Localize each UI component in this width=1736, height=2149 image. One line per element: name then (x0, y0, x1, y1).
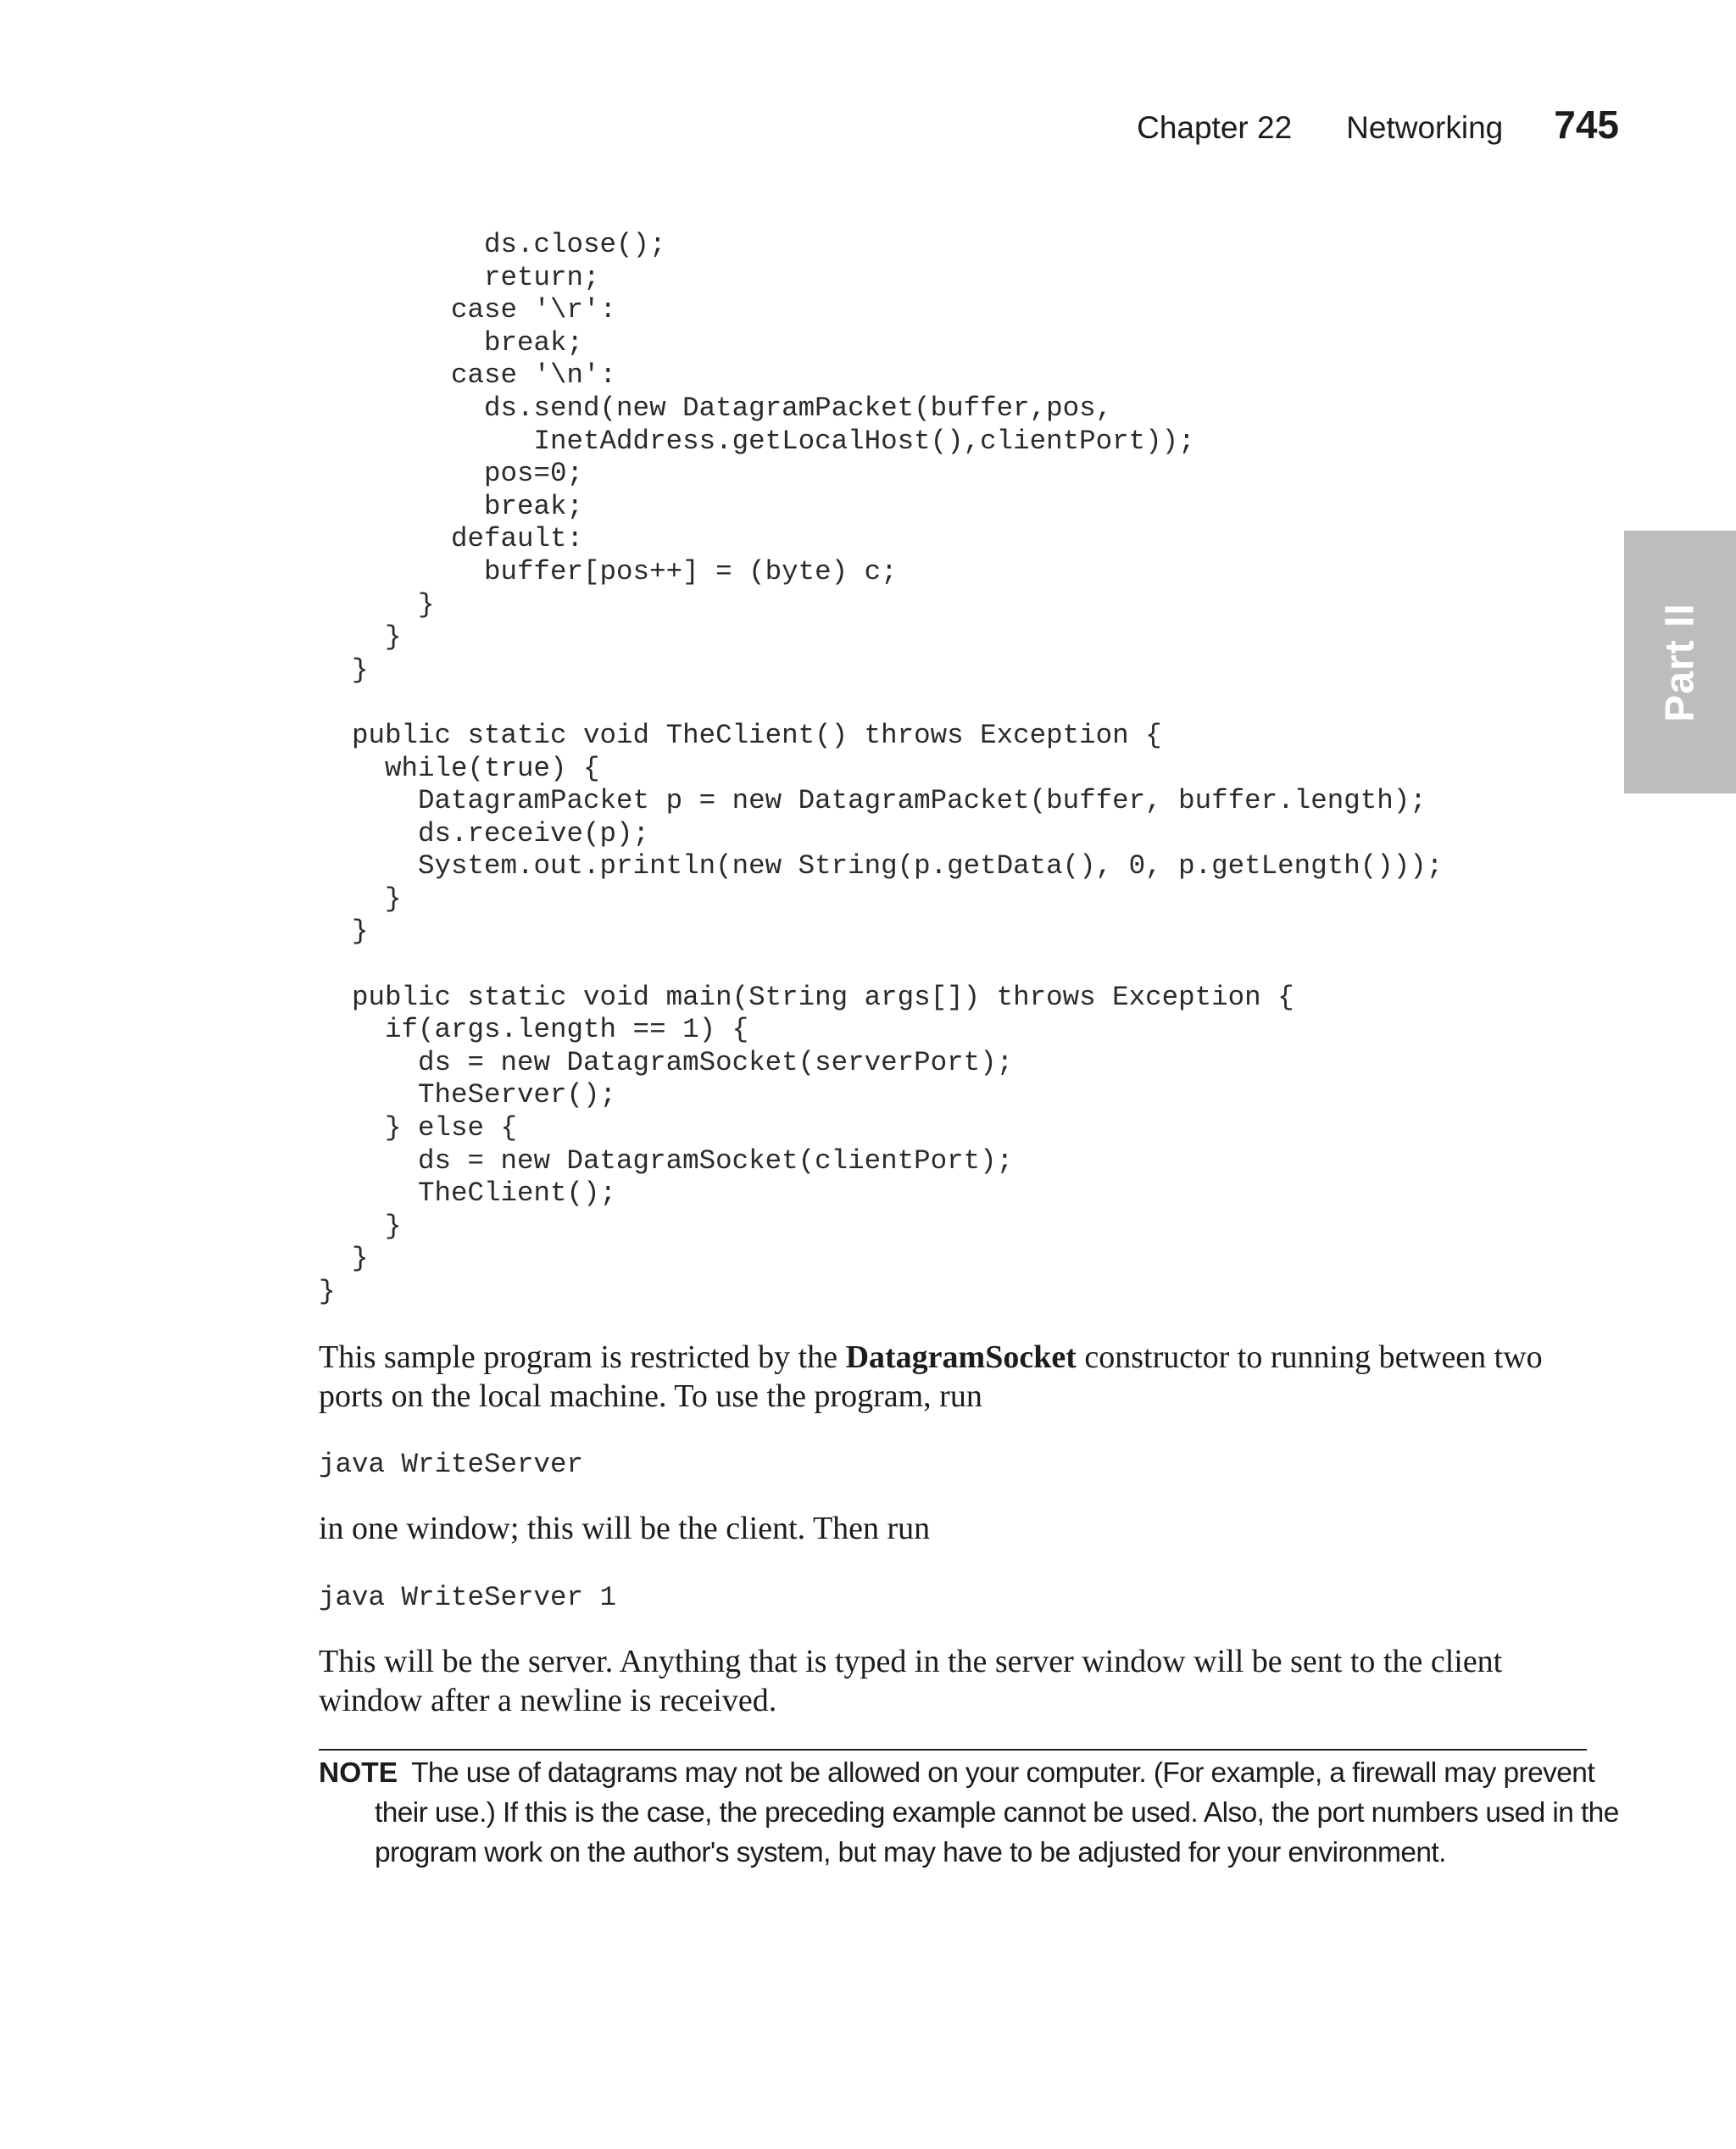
command-line-2: java WriteServer 1 (319, 1582, 617, 1613)
note-divider (319, 1749, 1587, 1751)
paragraph-1-text-start: This sample program is restricted by the (319, 1339, 846, 1375)
body-paragraph-2: in one window; this will be the client. Then run (319, 1511, 931, 1546)
part-thumb-tab (1624, 531, 1736, 793)
body-paragraph-3: This will be the server. Anything that is typed in the server window will be sent to the client window after a newline is received. (319, 1644, 1503, 1718)
datagramsocket-term: DatagramSocket (845, 1339, 1077, 1375)
note-label: NOTE (319, 1757, 398, 1789)
section-title: Networking (1346, 110, 1504, 145)
code-listing: ds.close(); return; case '\r': break; case '\n': ds.send(new DatagramPacket(buffer,pos, InetAddress.getLocalHost(),clientPort)); pos=0; break; default: buffer[pos++] = (byte) c; } } } public static void TheClient() throws Exception { while(true) { DatagramPacket p = new DatagramPacket(buffer, buffer.length); ds.receive(p); System.out.println(new String(p.getData(), 0, p.getLength())); } } public static void main(String args[]) throws Exception { if(args.length == 1) { ds = new DatagramSocket(serverPort); TheServer(); } else { ds = new DatagramSocket(clientPort); TheClient(); } } } (319, 229, 1444, 1307)
command-line-1: java WriteServer (319, 1449, 584, 1480)
chapter-label: Chapter 22 (1137, 110, 1293, 145)
body-paragraph-1 (319, 1338, 1590, 1416)
part-tab-label: Part II (1657, 602, 1703, 722)
running-header (1137, 102, 1619, 148)
page-number: 745 (1554, 103, 1619, 147)
note-text: The use of datagrams may not be allowed on your computer. (For example, a firewall may prevent their use.) If this is the case, the preceding example cannot be used. Also, the port numbers used in the program work on the author's system, but may have to be adjusted for your environment. (375, 1757, 1619, 1868)
paragraph-1-text-end: constructor to running between two ports on the local machine. To use the program, run (319, 1339, 1543, 1414)
note-box (319, 1753, 1643, 1873)
